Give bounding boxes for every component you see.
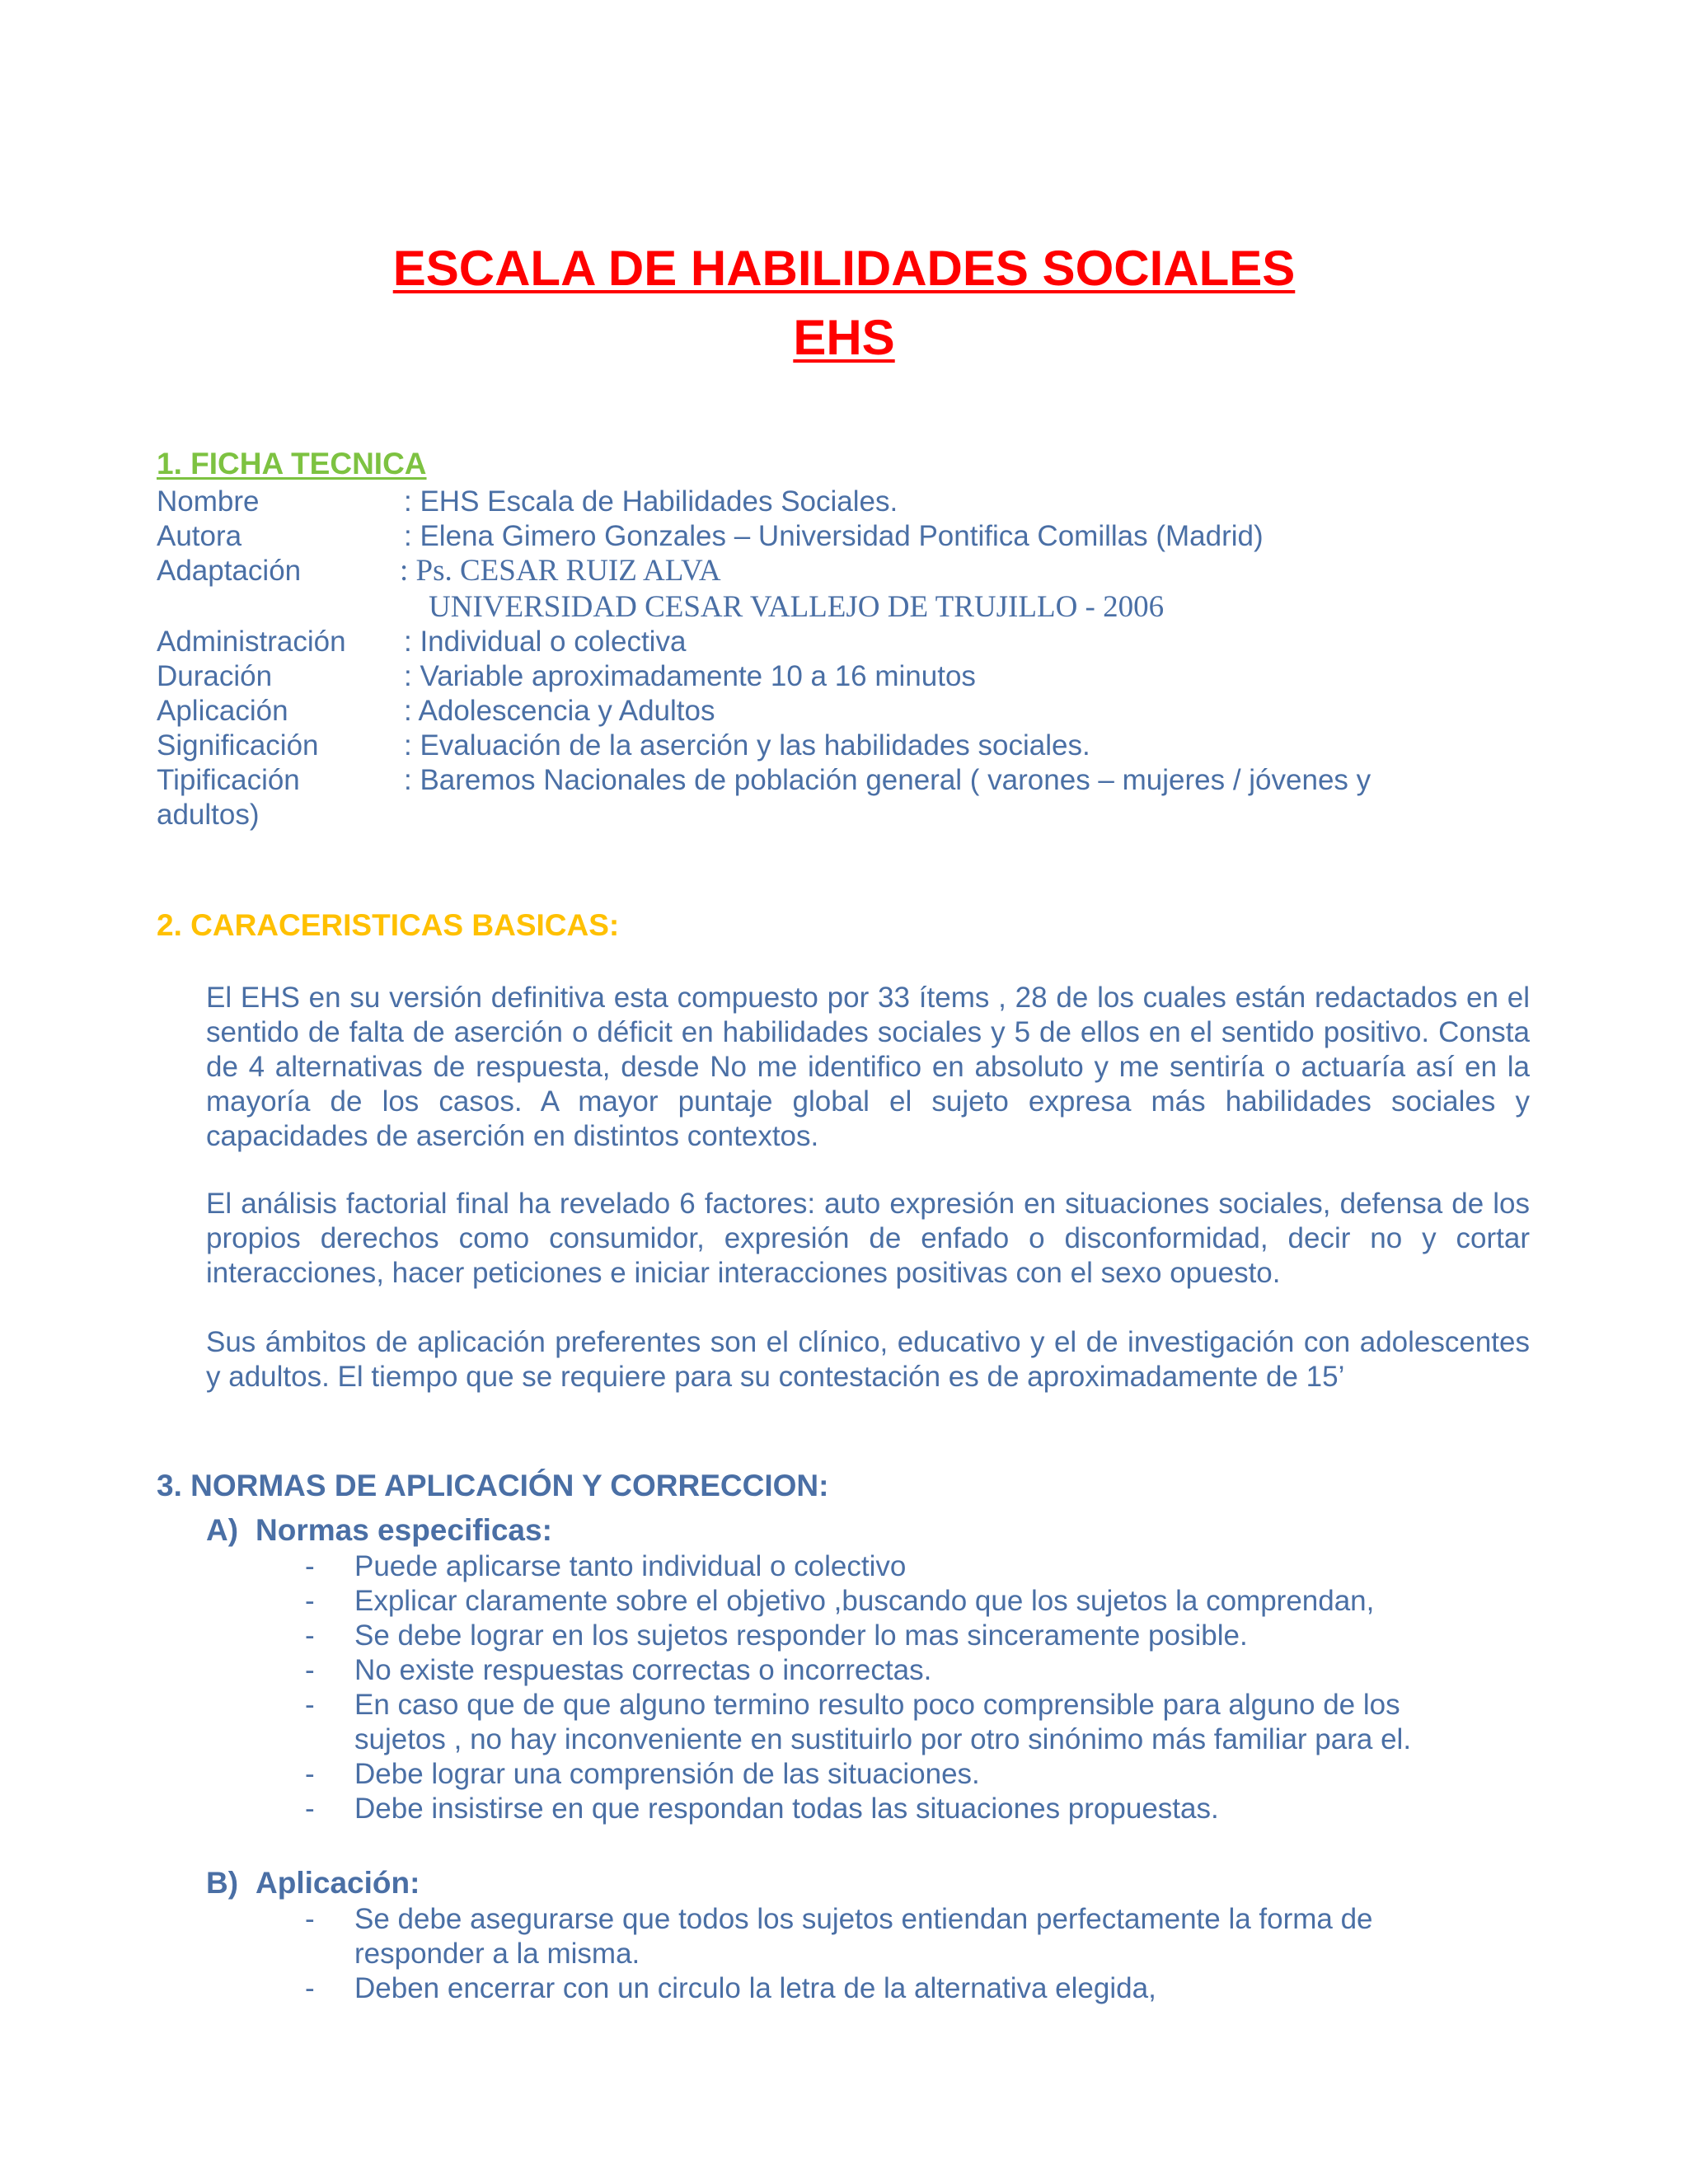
dash-bullet: - [305,1550,315,1582]
dash-bullet: - [305,1758,315,1790]
document-subtitle: EHS [793,310,895,365]
normas-especificas-list [305,1549,1492,1826]
list-item-text: Deben encerrar con un circulo la letra de la alternativa elegida, [354,1972,1156,2004]
list-item [305,1688,1492,1757]
dash-bullet: - [305,1793,315,1825]
list-item-text: No existe respuestas correctas o incorrectas. [354,1654,932,1686]
aplicacion-list [305,1902,1492,2006]
list-item-text: Explicar claramente sobre el objetivo ,buscando que los sujetos la comprendan, [354,1585,1375,1617]
section-ficha-tecnica-heading: 1. FICHA TECNICA [157,447,427,480]
ficha-label: Tipificación [157,764,300,796]
list-item [305,1902,1492,1971]
dash-bullet: - [305,1689,315,1721]
list-item-text: En caso que de que alguno termino resulto poco comprensible para alguno de los sujetos , no hay inconveniente en sustituirlo por otro sinónimo más familiar para el. [354,1689,1412,1755]
ficha-value: : Evaluación de la aserción y las habilidades sociales. [404,729,1090,762]
ficha-label: Adaptación [157,555,302,587]
list-item-text: Se debe lograr en los sujetos responder lo mas sinceramente posible. [354,1619,1248,1652]
list-item [305,1549,1492,1584]
ficha-value: : Ps. CESAR RUIZ ALVA [400,554,721,588]
dash-bullet: - [305,1585,315,1617]
subsection-aplicacion-heading [206,1868,420,1898]
dash-bullet: - [305,1972,315,2004]
ficha-value: : Elena Gimero Gonzales – Universidad Pontifica Comillas (Madrid) [404,520,1264,552]
dash-bullet: - [305,1654,315,1686]
paragraph: Sus ámbitos de aplicación preferentes son el clínico, educativo y el de investigación con adolescentes y adultos. El tiempo que se requiere para su contestación es de aproximadamente de 15’ [206,1326,1530,1393]
paragraph: El EHS en su versión definitiva esta compuesto por 33 ítems , 28 de los cuales están redactados en el sentido de falta de aserción o déficit en habilidades sociales y 5 de ellos en el sentido positivo. Consta de 4 alternativas de respuesta, desde No me identifico en absoluto y me sentiría o actuaría así en la mayoría de los casos. A mayor puntaje global el sujeto expresa más habilidades sociales y capacidades de aserción en distintos contextos. [206,982,1530,1152]
dash-bullet: - [305,1619,315,1652]
ficha-label: Duración [157,660,273,692]
ficha-label: Significación [157,729,319,762]
paragraph: El análisis factorial final ha revelado 6 factores: auto expresión en situaciones sociales, defensa de los propios derechos como consumidor, expresión de enfado o disconformidad, decir no y cortar interacciones, hacer peticiones e iniciar interacciones positivas con el sexo opuesto. [206,1188,1530,1289]
dash-bullet: - [305,1903,315,1935]
list-item-text: Se debe asegurarse que todos los sujetos entiendan perfectamente la forma de responder a la misma. [354,1903,1373,1970]
ficha-value-continued: UNIVERSIDAD CESAR VALLEJO DE TRUJILLO - 2006 [429,590,1165,624]
list-item [305,1792,1492,1826]
document-title: ESCALA DE HABILIDADES SOCIALES [392,241,1296,296]
subsection-letter: A) [206,1513,239,1547]
ficha-value: : Adolescencia y Adultos [404,695,715,727]
ficha-value: : EHS Escala de Habilidades Sociales. [404,485,898,518]
list-item [305,1653,1492,1688]
list-item [305,1619,1492,1653]
ficha-label: Administración [157,626,346,658]
list-item [305,1757,1492,1792]
ficha-label: Nombre [157,485,260,518]
ficha-value: : Variable aproximadamente 10 a 16 minutos [404,660,976,692]
section-normas-heading: 3. NORMAS DE APLICACIÓN Y CORRECCION: [157,1469,829,1502]
ficha-label: Aplicación [157,695,288,727]
ficha-label: Autora [157,520,242,552]
section-caracteristicas-heading: 2. CARACERISTICAS BASICAS: [157,908,620,942]
list-item-text: Debe lograr una comprensión de las situaciones. [354,1758,980,1790]
subsection-title: Aplicación: [256,1866,420,1900]
list-item [305,1584,1492,1619]
ficha-value: : Individual o colectiva [404,626,687,658]
list-item [305,1971,1492,2006]
ficha-value: : Baremos Nacionales de población general ( varones – mujeres / jóvenes y [404,764,1372,796]
list-item-text: Puede aplicarse tanto individual o colectivo [354,1550,907,1582]
subsection-letter: B) [206,1866,239,1900]
list-item-text: Debe insistirse en que respondan todas las situaciones propuestas. [354,1793,1219,1825]
subsection-normas-especificas-heading [206,1515,552,1545]
ficha-value-continued: adultos) [157,799,260,831]
subsection-title: Normas especificas: [256,1513,552,1547]
